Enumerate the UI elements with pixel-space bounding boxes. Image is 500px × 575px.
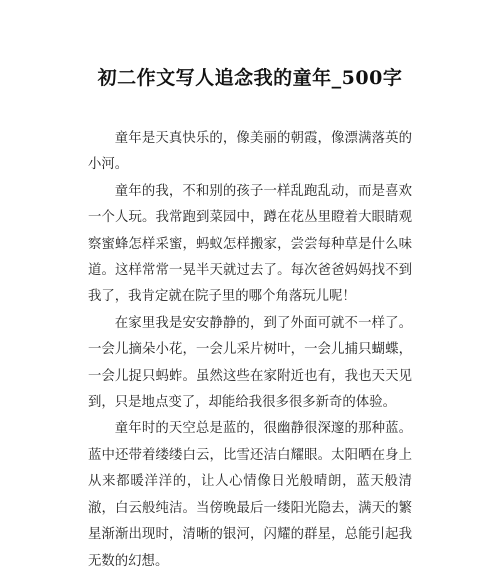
paragraph-1: 童年是天真快乐的，像美丽的朝霞，像漂满落英的小河。 xyxy=(88,131,412,173)
paragraph-2: 童年的我，不和别的孩子一样乱跑乱动，而是喜欢一个人玩。我常跑到菜园中，蹲在花丛里瞪着大眼睛观察蜜蜂怎样采蜜，蚂蚁怎样搬家，尝尝每种草是什么味道。这样常常一晃半天就过去了。每次爸爸妈妈找不到我了，我肯定就在院子里的哪个角落玩儿呢！ xyxy=(88,183,412,305)
document-title: 初二作文写人追念我的童年_500字 xyxy=(97,67,403,89)
paragraph-3: 在家里我是安安静静的，到了外面可就不一样了。一会儿摘朵小花，一会儿采片树叶，一会儿捕只蝴蝶，一会儿捉只蚂蚱。虽然这些在家附近也有，我也天天见到，只是地点变了，却能给我很多很多新奇的体验。 xyxy=(88,315,412,411)
paragraph-4: 童年时的天空总是蓝的，很幽静很深邃的那种蓝。蓝中还带着缕缕白云，比雪还洁白耀眼。太阳晒在身上从来都暖洋洋的，让人心情像日光般晴朗，蓝天般清澈，白云般纯洁。当傍晚最后一缕阳光隐去，满天的繁星渐渐出现时，清晰的银河，闪耀的群星，总能引起我无数的幻想。 xyxy=(88,421,412,569)
document-body xyxy=(88,126,412,575)
